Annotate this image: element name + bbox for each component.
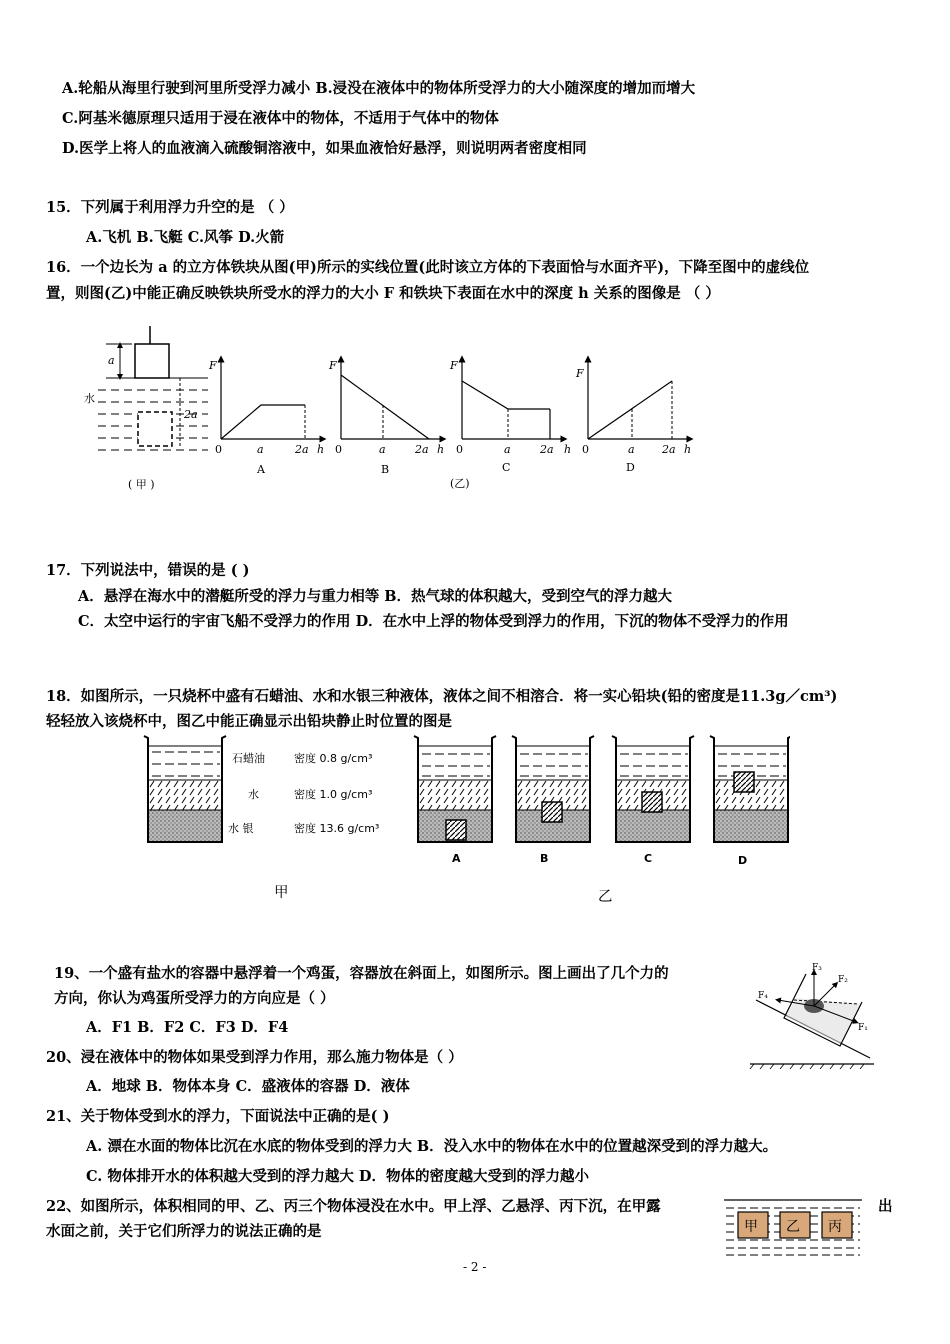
q18-c-caption: C (644, 852, 653, 865)
q16-d-f-label: F (576, 367, 584, 380)
q18-density-water: 密度 1.0 g/cm³ (294, 788, 373, 801)
q16-a-label: a (108, 354, 115, 367)
q16-a-2a-tick: 2a (295, 443, 309, 456)
q22-stem-line2: 水面之前，关于它们所浮力的说法正确的是 (46, 1223, 322, 1240)
q18-b-caption: B (540, 852, 549, 865)
q18-jia-caption: 甲 (274, 885, 289, 901)
q16-a-h-label: h (317, 443, 325, 456)
q15-options: A.飞机 B.飞艇 C.风筝 D.火箭 (86, 229, 285, 246)
q20-options: A．地球 B．物体本身 C．盛液体的容器 D．液体 (86, 1078, 410, 1095)
q18-density-mercury: 密度 13.6 g/cm³ (294, 822, 380, 835)
q16-d-2a-tick: 2a (662, 443, 676, 456)
q19-stem-line2: 方向，你认为鸡蛋所受浮力的方向应是（ ） (54, 990, 335, 1007)
q19-incline-figure (748, 960, 878, 1070)
q16-graph-c (446, 355, 581, 495)
q14-option-c: C.阿基米德原理只适用于浸在液体中的物体，不适用于气体中的物体 (62, 110, 499, 127)
q16-d-caption: D (626, 461, 635, 474)
q19-f2-label: F₂ (838, 975, 848, 985)
q18-d-caption: D (738, 854, 748, 867)
q17-options-ab: A．悬浮在海水中的潜艇所受的浮力与重力相等 B．热气球的体积越大，受到空气的浮力越大 (78, 588, 673, 605)
q16-a-zero: 0 (215, 443, 222, 456)
q16-d-a-tick: a (628, 443, 635, 456)
q16-b-zero: 0 (335, 443, 342, 456)
q16-a-caption: A (257, 463, 265, 476)
q22-stem-line1-end: 出 (878, 1198, 893, 1215)
q16-a-a-tick: a (257, 443, 264, 456)
q16-stem-line2: 置，则图(乙)中能正确反映铁块所受水的浮力的大小 F 和铁块下表面在水中的深度 h 关系的图像是 （ ） (46, 285, 720, 302)
q16-c-zero: 0 (456, 443, 463, 456)
q14-option-ab: A.轮船从海里行驶到河里所受浮力减小 B.浸没在液体中的物体所受浮力的大小随深度的增加而增大 (62, 80, 696, 97)
q18-beaker-c (612, 736, 694, 865)
q18-water-label: 水 (248, 788, 259, 801)
q17-options-cd: C．太空中运行的宇宙飞船不受浮力的作用 D．在水中上浮的物体受到浮力的作用，下沉的物体不受浮力的作用 (78, 613, 789, 630)
q16-c-2a-tick: 2a (540, 443, 554, 456)
q18-beaker-a (414, 736, 496, 865)
q19-options: A．F1 B．F2 C．F3 D．F4 (86, 1019, 289, 1036)
q18-stem-line1: 18．如图所示，一只烧杯中盛有石蜡油、水和水银三种液体，液体之间不相溶合．将一实心铅块(铅的密度是11.3g／cm³) (46, 688, 838, 705)
q18-density-oil: 密度 0.8 g/cm³ (294, 752, 373, 765)
q16-water-label: 水 (84, 392, 95, 405)
q15-stem: 15．下列属于利用浮力升空的是 （ ） (46, 199, 294, 216)
q18-yi-caption: 乙 (598, 889, 613, 905)
q19-stem-line1: 19、一个盛有盐水的容器中悬浮着一个鸡蛋，容器放在斜面上，如图所示。图上画出了几个力的 (54, 965, 669, 982)
q16-b-h-label: h (437, 443, 445, 456)
q21-options-ab: A. 漂在水面的物体比沉在水底的物体受到的浮力大 B．没入水中的物体在水中的位置越深受到的浮力越大。 (86, 1138, 778, 1155)
q16-b-2a-tick: 2a (415, 443, 429, 456)
q19-f3-label: F₃ (812, 963, 822, 973)
q19-f1-label: F₁ (858, 1023, 868, 1033)
q16-figure-jia (78, 318, 218, 498)
q16-b-a-tick: a (379, 443, 386, 456)
q16-c-caption: C (502, 461, 511, 474)
q16-c-a-tick: a (504, 443, 511, 456)
q22-bing-label: 丙 (828, 1219, 842, 1235)
q22-stem-line1: 22、如图所示，体积相同的甲、乙、丙三个物体浸没在水中。甲上浮、乙悬浮、丙下沉，在甲露 (46, 1198, 661, 1215)
q21-options-cd: C. 物体排开水的体积越大受到的浮力越大 D．物体的密度越大受到的浮力越小 (86, 1168, 590, 1185)
q16-d-h-label: h (684, 443, 692, 456)
q18-stem-line2: 轻轻放入该烧杯中，图乙中能正确显示出铅块静止时位置的图是 (46, 713, 452, 730)
q18-beaker-jia (140, 732, 400, 852)
q20-stem: 20、浸在液体中的物体如果受到浮力作用，那么施力物体是（ ） (46, 1049, 463, 1066)
q18-mercury-label: 水 银 (228, 822, 254, 835)
q18-beaker-b (512, 736, 594, 865)
q16-c-h-label: h (564, 443, 572, 456)
q18-beakers-yi (410, 732, 790, 872)
q18-a-caption: A (452, 852, 461, 865)
q16-b-caption: B (381, 463, 390, 476)
q16-graph-d (572, 355, 702, 480)
q22-jia-label: 甲 (744, 1219, 758, 1235)
q22-figure (720, 1196, 866, 1258)
q22-yi-label: 乙 (786, 1219, 800, 1235)
q16-2a-label: 2a (184, 408, 198, 421)
q21-stem: 21、关于物体受到水的浮力，下面说法中正确的是( ) (46, 1108, 390, 1125)
q16-d-zero: 0 (582, 443, 589, 456)
q16-yi-caption: (乙) (450, 477, 470, 490)
q16-c-f-label: F (450, 359, 458, 372)
q16-jia-caption: ( 甲 ) (128, 478, 155, 491)
q17-stem: 17．下列说法中，错误的是 ( ) (46, 562, 250, 579)
q16-b-f-label: F (329, 359, 337, 372)
q14-option-d: D.医学上将人的血液滴入硫酸铜溶液中，如果血液恰好悬浮，则说明两者密度相同 (62, 140, 587, 157)
q16-graph-b (325, 355, 455, 480)
q16-stem-line1: 16．一个边长为 a 的立方体铁块从图(甲)所示的实线位置(此时该立方体的下表面恰与水面齐平)，下降至图中的虚线位 (46, 259, 810, 276)
q16-graph-a (205, 355, 335, 480)
q18-oil-label: 石蜡油 (232, 752, 265, 765)
q18-beaker-d (710, 736, 790, 867)
q16-a-f-label: F (209, 359, 217, 372)
page-number: - 2 - (463, 1260, 487, 1274)
q19-f4-label: F₄ (758, 991, 768, 1001)
